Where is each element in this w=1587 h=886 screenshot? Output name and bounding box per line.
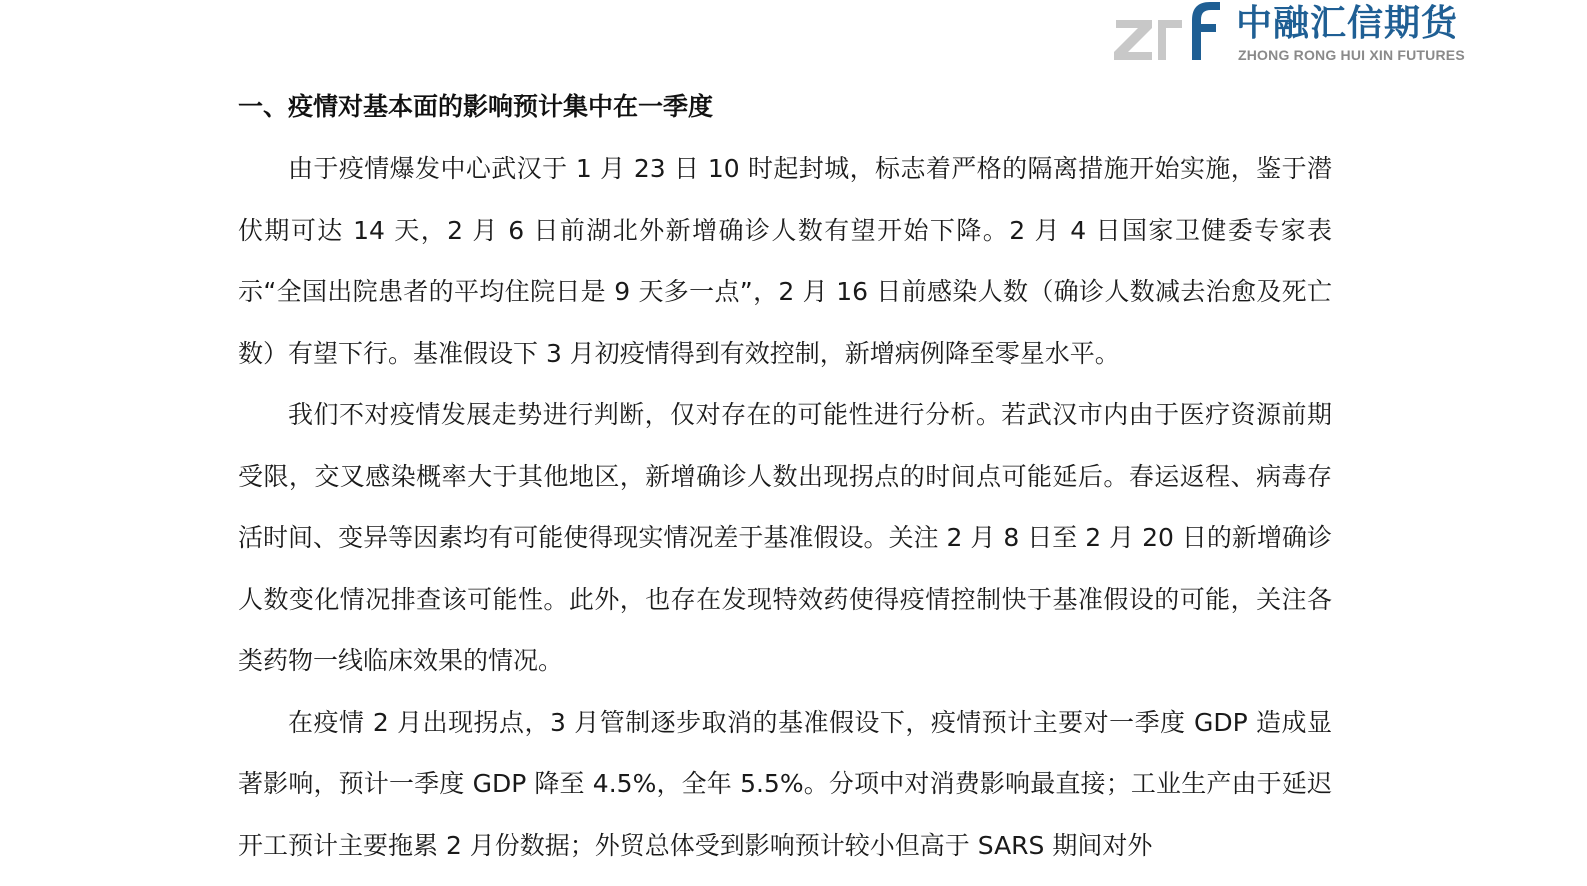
paragraph-3: 在疫情 2 月出现拐点，3 月管制逐步取消的基准假设下，疫情预计主要对一季度 GDP 造成显著影响，预计一季度 GDP 降至 4.5%，全年 5.5%。分项中对消费影响最直接；工业生产由于延迟开工预计主要拖累 2 月份数据；外贸总体受到影响预计较小但高于 SARS 期间对外 bbox=[238, 707, 1332, 860]
section-heading: 一、疫情对基本面的影响预计集中在一季度 bbox=[238, 92, 714, 121]
document-body bbox=[238, 82, 1332, 876]
zrf-logo-mark-icon bbox=[1112, 0, 1222, 66]
paragraph-2: 我们不对疫情发展走势进行判断，仅对存在的可能性进行分析。若武汉市内由于医疗资源前期受限，交叉感染概率大于其他地区，新增确诊人数出现拐点的时间点可能延后。春运返程、病毒存活时间、变异等因素均有可能使得现实情况差于基准假设。关注 2 月 8 日至 2 月 20 日的新增确诊人数变化情况排查该可能性。此外，也存在发现特效药使得疫情控制快于基准假设的可能，关注各类药物一线临床效果的情况。 bbox=[238, 400, 1332, 675]
paragraph-1: 由于疫情爆发中心武汉于 1 月 23 日 10 时起封城，标志着严格的隔离措施开始实施，鉴于潜伏期可达 14 天，2 月 6 日前湖北外新增确诊人数有望开始下降。2 月 4 日国家卫健委专家表示“全国出院患者的平均住院日是 9 天多一点”，2 月 16 日前感染人数（确诊人数减去治愈及死亡数）有望下行。基准假设下 3 月初疫情得到有效控制，新增病例降至零星水平。 bbox=[238, 154, 1332, 368]
company-logo bbox=[1112, 0, 1472, 70]
company-name-cn: 中融汇信期货 bbox=[1236, 3, 1459, 44]
company-name-en: ZHONG RONG HUI XIN FUTURES bbox=[1238, 47, 1465, 63]
